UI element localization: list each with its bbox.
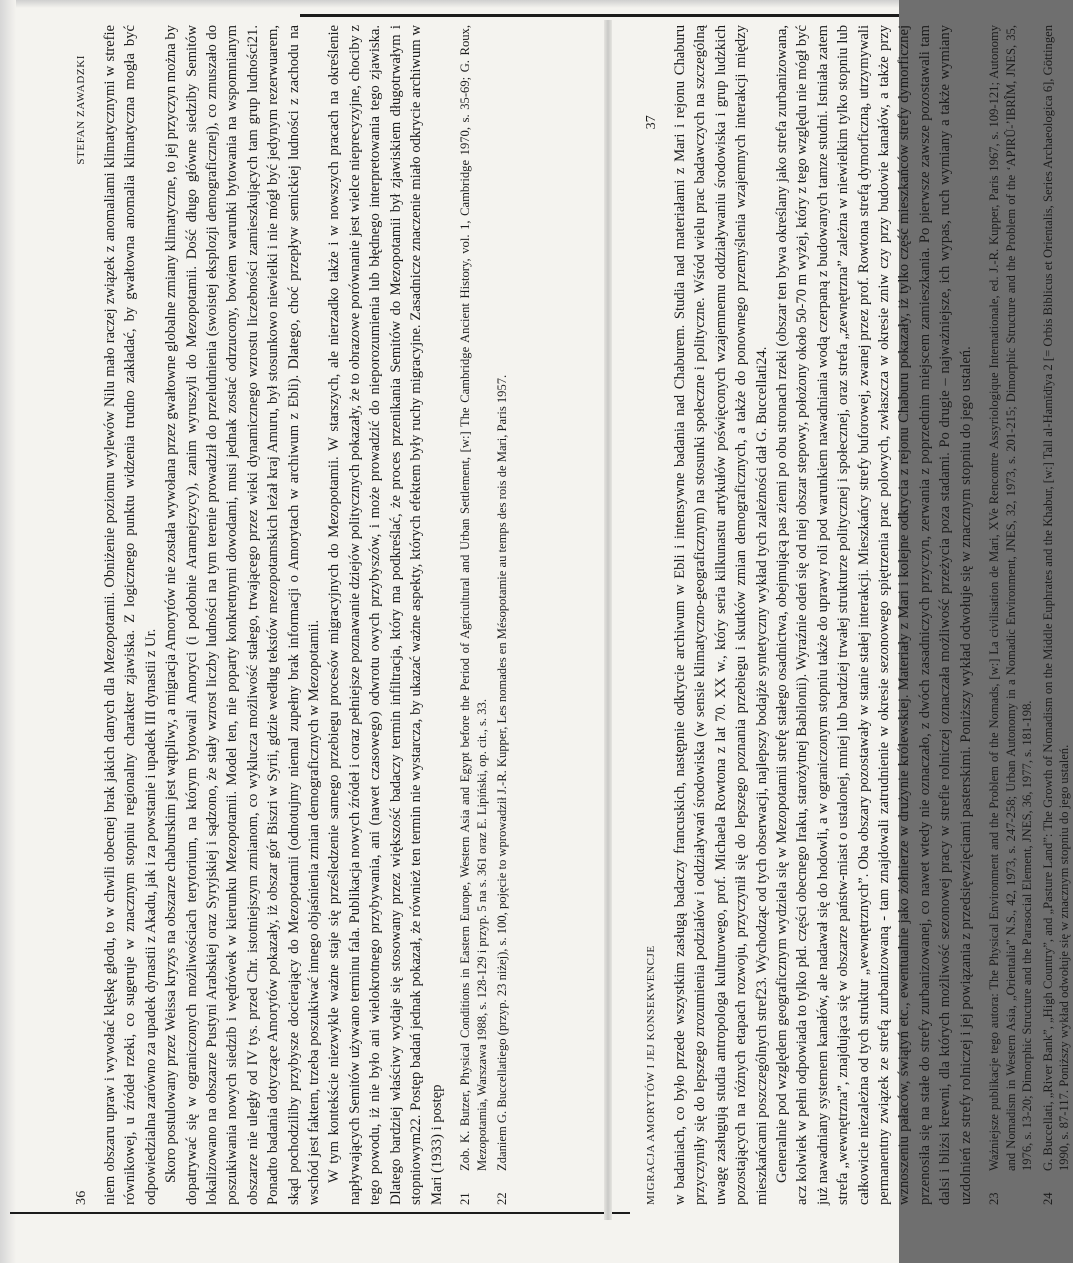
page-36-body bbox=[100, 25, 447, 1205]
footnote-text: Zob. K. Butzer, Physical Conditions in Eastern Europe, Western Asia and Egypt before the Period of Agricultural and Urban Settlement, [w:] The Cambridge Ancient History, vol. 1, Cambridge 1970, s. 35-69; G. Roux, Mezopotamia, Warszawa 1988, s. 128-129 i przyp. 5 na s. 361 oraz E. Lipiński, op. cit., s. 33. bbox=[457, 25, 489, 1171]
footnote bbox=[986, 25, 1036, 1205]
footnote-text: Ważniejsze publikacje tego autora: The Physical Environment and the Problem of the Nomads, [w:] La civilisation de Mari, XVe Rencontre Assyriologique Internationale, ed. J.-R. Kupper, Paris 1967, s. 109-121; Autonomy and Nomadism in Western Asia, „Orientalia” N.S., 42, 1973, s. 247-258; Urban Autonomy in a Nomadic Environment, JNES, 32, 1973, s. 201-215; Dimorphic Structure and the Problem of the ‘APIRÛ-’IBRÎM, JNES, 35, 1976, s. 13-20; Dimorphic Structure and the Parasocial Element, JNES, 36, 1977, s. 181-198. bbox=[987, 25, 1035, 1171]
paragraph: W tym kontekście niezwykle ważne staje się prześledzenie samego przebiegu procesów migracyjnych do Mezopotamii. W starszych, ale nierzadko także i w nowszych pracach na określenie napływających Semitów używano terminu fala. Publikacja nowych źródeł i coraz pełniejsze poznawanie dziejów politycznych pokazały, że to obrazowe porównanie jest wielce nieprecyzyjne, chociby z tego powodu, iż nie było ani wielokrotnego przybywania, ani (nawet czasowego) odwrotu owych przybyszów, i może prowadzić do nieporozumienia lub błędnego interpretowania tego zjawiska. Dlatego bardziej właściwy wydaje się stosowany przez większość badaczy termin infiltracja, który ma podkreślać, że proces przenikania Semitów do Mezopotamii był zjawiskiem długotrwałym i stopniowym22. Postęp badań jednak pokazał, że również ten termin nie wystarcza, by ukazać ważne aspekty, których efektem były ruchy migracyjne. Zasadnicze znaczenie miało odkrycie archiwum w Mari (1933) i postęp bbox=[326, 25, 445, 1205]
footnote bbox=[1040, 25, 1073, 1205]
page-37-header bbox=[640, 25, 670, 1205]
paragraph: niem obszaru upraw i wywołać klęskę głodu, to w chwili obecnej brak jakich danych dla Mezopotamii. Obniżenie poziomu wylewów Nilu mało raczej związek z anomaliami klimatycznymi w strefie równikowej, u źródeł rzeki, co sugeruje w znacznym stopniu regionalny charakter zjawiska. Z logicznego punktu widzenia trudno zakładać, by gwałtowna anomalia klimatyczna mogła być odpowiedzialna zarówno za upadek dynastii z Akadu, jak i za powstanie i upadek III dynastii z Ur. bbox=[102, 25, 159, 1205]
page-gutter bbox=[604, 20, 612, 1220]
footnote-number: 21 bbox=[457, 1192, 472, 1205]
footnote bbox=[457, 25, 490, 1205]
bottom-border-rule bbox=[10, 1212, 630, 1214]
footnotes bbox=[986, 25, 1073, 1205]
page-number: 36 bbox=[74, 1190, 89, 1205]
paragraph: Generalnie pod względem geograficznym wydziela się w Mezopotamii strefę stałego osadnictwa, obejmującą pas ziemi po obu stronach rzeki (obszar ten bywa określany jako strefa zurbanizowana, acz kolwiek w pełni odpowiada to tylko płd. części obecnego Iraku, starożytnej Babilonii). Wyraźnie odeń się od niej obszar stepowy, położony około 50-70 m wyżej, który z tego względu nie mógł być już nawadniany systemem kanałów, ale nadawał się do hodowli, a w ograniczonym stopniu także do uprawy roli pod warunkiem nawadniania wodą czerpaną z budowanych tamze studni. Istniała zatem strefa „wewnętrzna”, znajdująca się w obszarze państw-miast o ustalonej, mniej lub bardziej trwałej strukturze politycznej i społecznej, oraz strefa „zewnętrzna” zależna w niewielkim tylko stopniu lub całkowicie niezależna od tych struktur „wewnętrznych”. Oba obszary pozostawały w stanie stałej interakcji. Mieszkańcy strefy buforowej, zwanej przez prof. Rowtona strefą dymorficzną, utrzymywali permanentny związek ze strefą zurbanizowaną - tam znajdowali zatrudnienie w okresie sezonowego spiętrzenia prac polowych, zwłaszcza w okresie zniw czy przy budowie kanałów, a także przy wznoszeniu pałaców, świątyń etc., ewentualnie jako żołnierze w drużynie królewskiej. Materiały z Mari i kolejne odkrycia z rejonu Chaburu pokazały, iż tylko część mieszkańców strefy dymorficznej przenosiła się na stałe do strefy zurbanizowanej, co nawet wtedy nie oznaczało, z dwóch zasadniczych przyczyn, zerwania z poprzednim miejscem zamieszkania. Po pierwsze zawsze pozostawali tam dalsi i bliżsi krewni, dla których możliwość sezonowej pracy w strefie rolniczej oznaczała możliwość przeżycia poza stadami. Po drugie – najważniejsze, ich wypas, ruch wymiany a także wymiany uzdolnień ze strefy rolniczej i jej powiązania z przedsięwzięciami pasterskimi. Poniższy wykład odwołuje się w znacznym stopniu do jego ustaleń. bbox=[774, 25, 974, 1205]
running-head: STEFAN ZAWADZKI bbox=[75, 55, 87, 165]
footnote-text: Zdaniem G. Buccellatiego (przyp. 23 niżej), s. 100, pojęcie to wprowadził J.-R. Kupper, Les nomades en Mésopotamie au temps des rois de Mari, Paris 1957. bbox=[495, 374, 510, 1171]
paragraph: Skoro postulowany przez Weissa kryzys na obszarze chaburskim jest wątpliwy, a migracja Amorytów nie została wywołana przez gwałtowne globalne zmiany klimatyczne, to jej przyczyn można by dopatrywać się w ograniczonych możliwościach terytorium, na którym bytowali Amoryci (i podobnie Aramejczycy), zanim wyruszyli do Mezopotamii. Dość długo główne siedziby Semitów lokalizowano na obszarze Pustyni Arabskiej oraz Syryjskiej i sądzono, że stały wzrost liczby ludności na tym terenie prowadził do przeludnienia (swoistej eksplozji demograficznej), co zmuszało do poszukiwania nowych siedzib i wędrówek w kierunku Mezopotamii. Model ten, nie poparty konkretnymi dowodami, musi jednak zostać odrzucony, bowiem warunki bytowania na wspomnianym obszarze nie uległy od IV tys. przed Chr. istotniejszym zmianom, co wyklucza możliwość stałego, trwającego przez wieki dynamicznego wzrostu liczebności zamieszkujących tam grup ludności21. Ponadto badania dotyczące Amorytów pokazały, iż obszar gór Biszri w Syrii, gdzie według tekstów mezopotamskich leżał kraj Amuru, był stosunkowo niewielki i nie mógł być jedynym rezerwuarem, skąd pochodziliby przybysze docierający do Mezopotamii (odnotujmy niemal zupełny brak informacji o Amorytach w archiwum z Ebli). Dlatego, choć przepływ semickiej ludności z zachodu na wschód jest faktem, trzeba poszukiwać innego objaśnienia zmian demograficznych w Mezopotamii. bbox=[163, 25, 323, 1205]
page-number: 37 bbox=[644, 115, 659, 130]
footnote-number: 23 bbox=[987, 1192, 1002, 1205]
page-36 bbox=[70, 25, 595, 1205]
page-37-content bbox=[640, 25, 1072, 1205]
footnote-number: 22 bbox=[495, 1192, 510, 1205]
scan-edge-top bbox=[0, 0, 899, 8]
page-36-header bbox=[70, 25, 100, 1205]
footnote bbox=[494, 25, 511, 1205]
footnotes bbox=[457, 25, 511, 1205]
footnote-text: G. Buccellati, „River Bank”, „High Country”, and „Pasture Land”: The Growth of Nomadism on the Middle Euphrates and the Khabur, [w:] Tall al-Hamīdīya 2 [= Orbis Biblicus et Orientalis, Series Archaeologica 6], Göttingen 1990, s. 87-117. Poniższy wykład odwołuje się w znacznym stopniu do jego ustaleń. bbox=[1040, 25, 1072, 1171]
footnote-number: 24 bbox=[1040, 1192, 1055, 1205]
scan-edge-left bbox=[0, 0, 16, 1263]
page-37-body bbox=[670, 25, 976, 1205]
paragraph: w badaniach, co było przede wszystkim zasługą badaczy francuskich, następnie odkrycie archiwum w Ebli i intensywne badania nad Chaburem. Studia nad materiałami z Mari i rejonu Chaburu przyczyniły się do lepszego zrozumienia podziałów i oddziaływań środowiska (w sensie klimatyczno-geograficznym) na stosunki społeczne i polityczne. Wśród wielu prac badawczych na szczególną uwagę zasługują studia antropologa kulturowego, prof. Michaela Rowtona z lat 70. XX w., który seria kilkunastu artykułów poświęconych wzajemnemu oddziaływaniu środowiska i grup ludzkich pozostających na różnych etapach rozwoju, przyczynił się do lepszego poznania przebiegu i skutków zmian demograficznych, a także do ponownego przemyślenia wzajemnych interakcji między mieszkańcami poszczególnych stref23. Wychodząc od tych obserwacji, najlepszy bodajże syntetyczny wykład tych zależności dał G. Buccellati24. bbox=[672, 25, 770, 1205]
running-head: MIGRACJA AMORYTÓW I JEJ KONSEKWENCJE bbox=[645, 945, 657, 1205]
top-border-rule bbox=[300, 14, 899, 17]
